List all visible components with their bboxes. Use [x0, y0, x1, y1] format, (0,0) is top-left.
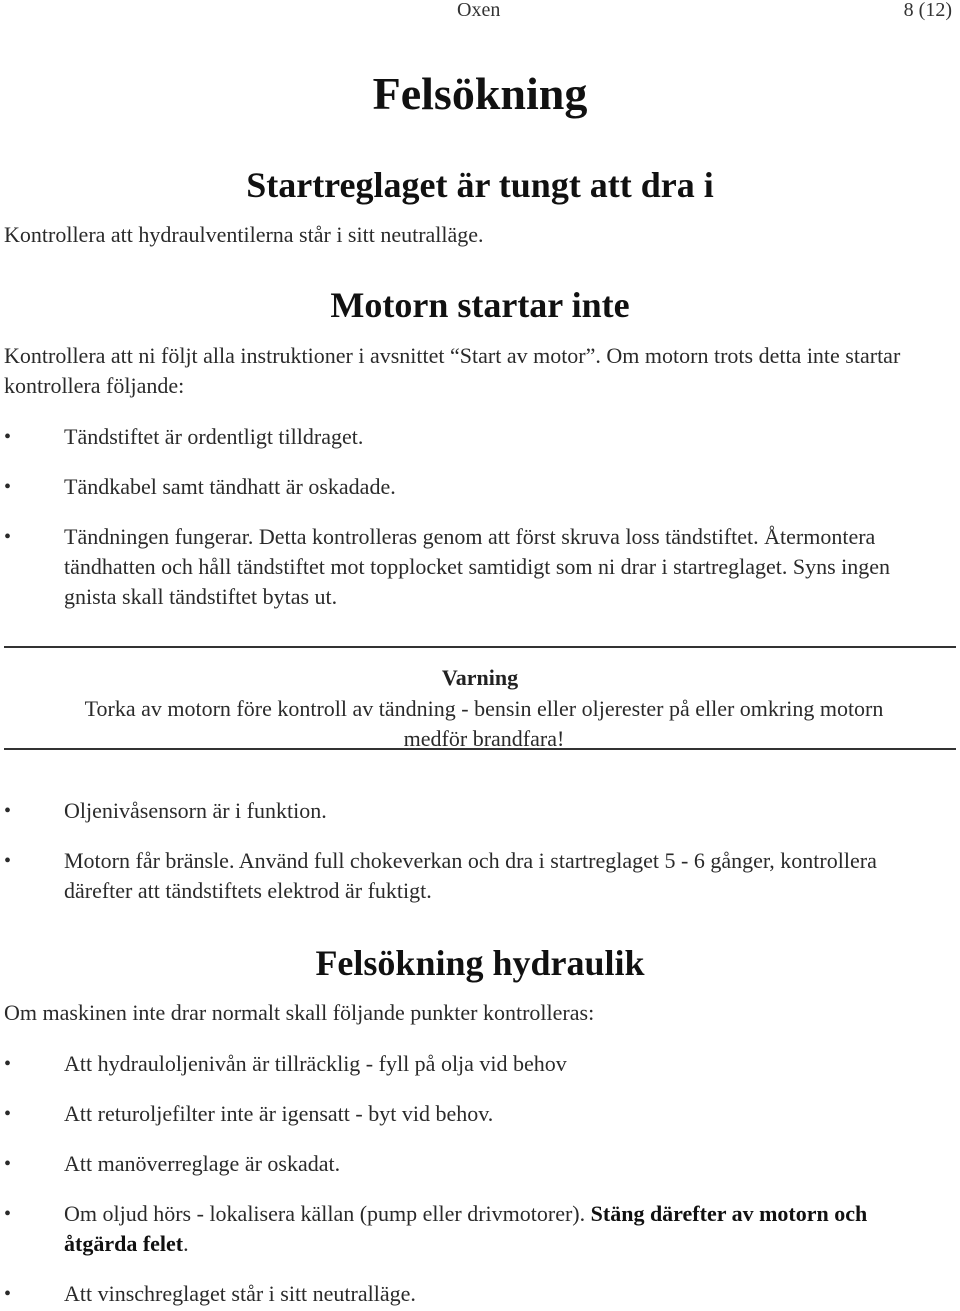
heading-startreglage: Startreglaget är tungt att dra i [246, 165, 714, 205]
warning-text: Torka av motorn före kontroll av tändning - bensin eller oljerester på eller omkring motorn medför brandfara! [84, 696, 884, 751]
hydraulik-bullet-list [0, 1049, 960, 1309]
list-item [0, 1099, 940, 1129]
list-item [0, 1149, 940, 1179]
motor-intro: Kontrollera att ni följt alla instruktioner i avsnittet “Start av motor”. Om motorn trots detta inte startar kontrollera följande: [4, 343, 901, 398]
running-header [0, 0, 960, 24]
motor-bullet-list-2 [0, 796, 960, 906]
bullet-icon: • [4, 1153, 12, 1175]
list-item [0, 796, 940, 826]
bullet-icon: • [4, 526, 12, 548]
motor-bullet-list [0, 422, 960, 612]
bullet-icon: • [4, 850, 12, 872]
hydraulik-intro: Om maskinen inte drar normalt skall följande punkter kontrolleras: [4, 1000, 595, 1025]
document-title: Oxen [457, 0, 501, 21]
page-number: 8 (12) [903, 0, 952, 21]
list-item-text: Tändstiftet är ordentligt tilldraget. [64, 424, 364, 449]
list-item-text: Tändkabel samt tändhatt är oskadade. [64, 474, 396, 499]
list-item-text: Att returoljefilter inte är igensatt - byt vid behov. [64, 1101, 494, 1126]
bullet-icon: • [4, 1053, 12, 1075]
startreglage-text: Kontrollera att hydraulventilerna står i sitt neutralläge. [4, 222, 484, 247]
list-item-text: Att manöverreglage är oskadat. [64, 1151, 341, 1176]
warning-title: Varning [441, 665, 519, 690]
list-item [0, 522, 940, 612]
bullet-icon: • [4, 1203, 12, 1225]
heading-motor: Motorn startar inte [330, 285, 630, 325]
list-item-text-bold: Stäng därefter av motorn och åtgärda felet [64, 1201, 868, 1256]
list-item [0, 1199, 940, 1259]
bullet-icon: • [4, 800, 12, 822]
bullet-icon: • [4, 1103, 12, 1125]
list-item [0, 846, 940, 906]
list-item-text: Motorn får bränsle. Använd full chokeverkan och dra i startreglaget 5 - 6 gånger, kontrollera därefter att tändstiftets elektrod är fuktigt. [64, 848, 877, 903]
list-item-text-end: . [183, 1231, 189, 1256]
list-item [0, 1279, 940, 1309]
bullet-icon: • [4, 426, 12, 448]
warning-box [4, 646, 956, 750]
list-item [0, 422, 940, 452]
bullet-icon: • [4, 476, 12, 498]
page-title: Felsökning [372, 68, 588, 119]
list-item-text: Tändningen fungerar. Detta kontrolleras genom att först skruva loss tändstiftet. Återmontera tändhatten och håll tändstiftet mot topplocket samtidigt som ni drar i startreglaget. Syns ingen gnista skall tändstiftet bytas ut. [64, 524, 891, 609]
list-item [0, 472, 940, 502]
list-item-text: Oljenivåsensorn är i funktion. [64, 798, 327, 823]
heading-hydraulik: Felsökning hydraulik [315, 943, 645, 983]
list-item-text: Att vinschreglaget står i sitt neutralläge. [64, 1281, 416, 1306]
list-item [0, 1049, 940, 1079]
list-item-text: Att hydrauloljenivån är tillräcklig - fyll på olja vid behov [64, 1051, 567, 1076]
list-item-text-normal: Om oljud hörs - lokalisera källan (pump eller drivmotorer). [64, 1201, 591, 1226]
bullet-icon: • [4, 1283, 12, 1305]
